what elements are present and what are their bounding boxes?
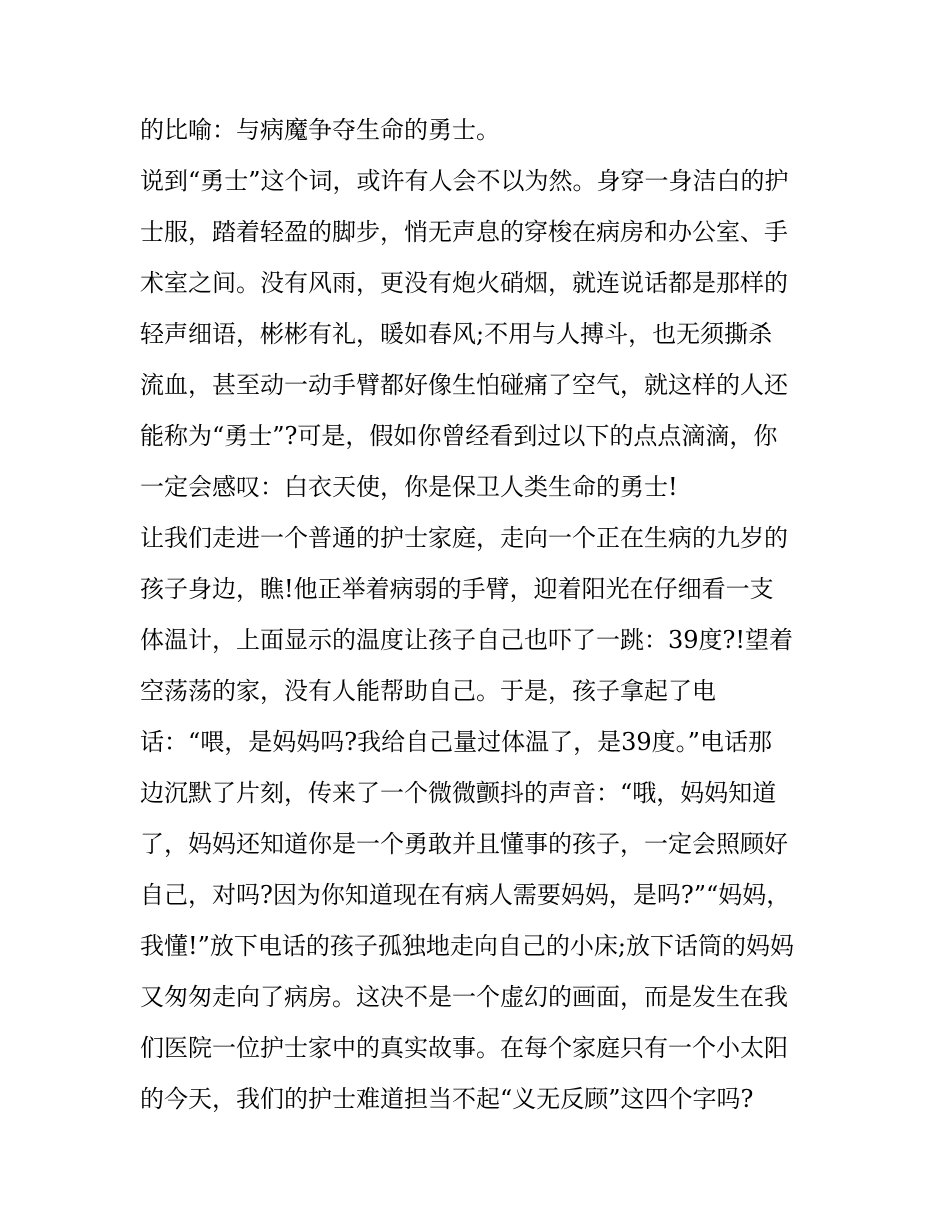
text-line: 孩子身边，瞧!他正举着病弱的手臂，迎着阳光在仔细看一支 (140, 575, 774, 603)
text-line: 话：“喂，是妈妈吗?我给自己量过体温了，是39度。”电话那 (140, 728, 772, 756)
text-line: 边沉默了片刻，传来了一个微微颤抖的声音：“哦，妈妈知道 (140, 779, 777, 807)
body-text (140, 105, 820, 1125)
text-line: 一定会感叹：白衣天使，你是保卫人类生命的勇士! (140, 473, 678, 501)
text-line: 说到“勇士”这个词，或许有人会不以为然。身穿一身洁白的护 (140, 167, 789, 195)
text-line: 能称为“勇士”?可是，假如你曾经看到过以下的点点滴滴，你 (140, 422, 778, 450)
text-line: 了，妈妈还知道你是一个勇敢并且懂事的孩子，一定会照顾好 (140, 830, 788, 858)
text-line: 自己，对吗?因为你知道现在有病人需要妈妈，是吗?”“妈妈， (140, 881, 791, 909)
text-line: 我懂!”放下电话的孩子孤独地走向自己的小床;放下话筒的妈妈 (140, 932, 794, 960)
text-line: 的今天，我们的护士难道担当不起“义无反顾”这四个字吗? (140, 1085, 754, 1113)
text-line: 让我们走进一个普通的护士家庭，走向一个正在生病的九岁的 (140, 524, 788, 552)
text-line: 的比喻：与病魔争夺生命的勇士。 (140, 116, 500, 144)
text-line: 士服，踏着轻盈的脚步，悄无声息的穿梭在病房和办公室、手 (140, 218, 788, 246)
text-line: 空荡荡的家，没有人能帮助自己。于是，孩子拿起了电 (140, 677, 716, 705)
text-line: 们医院一位护士家中的真实故事。在每个家庭只有一个小太阳 (140, 1034, 788, 1062)
text-line: 术室之间。没有风雨，更没有炮火硝烟，就连说话都是那样的 (140, 269, 788, 297)
text-line: 轻声细语，彬彬有礼，暖如春风;不用与人搏斗，也无须撕杀 (140, 320, 773, 348)
text-line: 又匆匆走向了病房。这决不是一个虚幻的画面，而是发生在我 (140, 983, 788, 1011)
text-line: 流血，甚至动一动手臂都好像生怕碰痛了空气，就这样的人还 (140, 371, 788, 399)
text-line: 体温计，上面显示的温度让孩子自己也吓了一跳：39度?!望着 (140, 626, 794, 654)
